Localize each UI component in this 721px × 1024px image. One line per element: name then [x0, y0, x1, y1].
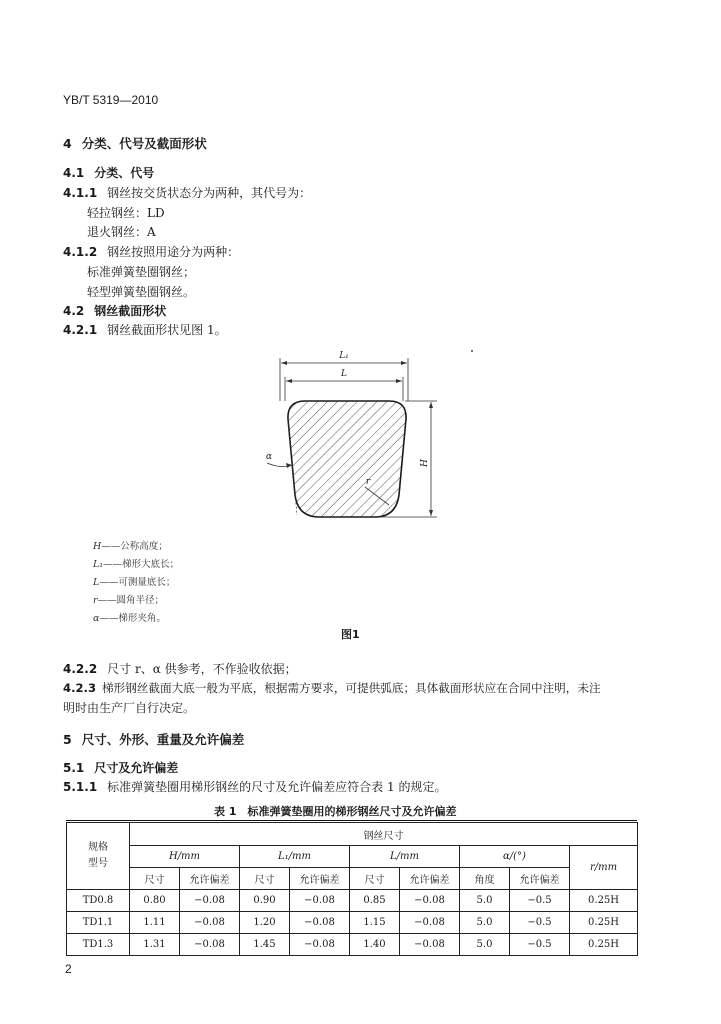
trapezoid-cross-section — [288, 401, 406, 517]
cell: 1.31 — [130, 934, 180, 956]
section-number: 5.1 — [63, 761, 85, 775]
cell: 5.0 — [460, 934, 510, 956]
legend-item — [93, 574, 175, 588]
list-item: 标准弹簧垫圈钢丝； — [87, 265, 196, 279]
legend-symbol: H — [93, 541, 102, 552]
table-row — [67, 912, 638, 934]
label-r: r — [365, 477, 371, 487]
clause-4-2-1 — [63, 321, 227, 338]
subheader-cell: 允许偏差 — [510, 868, 570, 890]
section-title: 尺寸及允许偏差 — [94, 761, 179, 775]
arrowhead — [401, 361, 407, 365]
cell: −0.08 — [290, 890, 350, 912]
scan-mark — [471, 350, 473, 352]
section-title: 分类、代号及截面形状 — [81, 136, 207, 151]
subheader-cell: 允许偏差 — [290, 868, 350, 890]
cell: 0.85 — [350, 890, 400, 912]
section-number: 4.2 — [63, 304, 85, 318]
cell: −0.08 — [400, 934, 460, 956]
table-top-rule — [66, 820, 637, 821]
legend-symbol: r — [93, 595, 98, 606]
table-row — [67, 934, 638, 956]
section-title: 钢丝截面形状 — [94, 304, 167, 318]
clause-5-1-1 — [63, 778, 446, 795]
label-alpha: α — [265, 452, 273, 462]
table-1 — [66, 822, 638, 956]
section-5-heading — [63, 730, 244, 748]
table-caption: 表 1 标准弹簧垫圈用的梯形钢丝尺寸及允许偏差 — [214, 805, 457, 818]
cell: −0.08 — [180, 934, 240, 956]
legend-desc: ——梯形大底长； — [103, 559, 180, 570]
cell: −0.5 — [510, 890, 570, 912]
figure-caption: 图1 — [341, 628, 360, 641]
legend-desc: ——公称高度； — [101, 541, 168, 552]
cell: 1.40 — [350, 934, 400, 956]
arrowhead — [286, 463, 292, 468]
subheader-cell: 尺寸 — [130, 868, 180, 890]
clause-text: 钢丝按照用途分为两种： — [107, 245, 240, 259]
section-4-heading — [63, 134, 207, 152]
clause-text: 标准弹簧垫圈用梯形钢丝的尺寸及允许偏差应符合表 1 的规定。 — [107, 780, 447, 794]
clause-4-2-2 — [63, 660, 297, 677]
header-r: r/mm — [570, 846, 638, 890]
figure-1-diagram — [255, 345, 455, 525]
header-L: L/mm — [350, 846, 460, 868]
clause-text: 梯形钢丝截面大底一般为平底，根据需方要求，可提供弧底；具体截面形状应在合同中注明，未注 — [102, 681, 601, 695]
clause-number: 4.1.1 — [63, 186, 98, 200]
header-wire-size: 钢丝尺寸 — [130, 823, 638, 846]
cell: −0.5 — [510, 912, 570, 934]
legend-desc: ——可测量底长； — [99, 577, 176, 588]
cell: TD1.1 — [67, 912, 130, 934]
arrowhead — [286, 379, 292, 383]
arrowhead — [281, 361, 287, 365]
clause-4-1-1 — [63, 184, 311, 201]
legend-symbol: α — [93, 613, 100, 624]
section-5-1-heading — [63, 759, 178, 776]
arrowhead — [396, 379, 402, 383]
clause-number: 5.1.1 — [63, 780, 98, 794]
subheader-cell: 允许偏差 — [180, 868, 240, 890]
header-H: H/mm — [130, 846, 240, 868]
label-L: L — [341, 369, 347, 379]
list-item: 轻型弹簧垫圈钢丝。 — [87, 285, 196, 299]
clause-4-1-2 — [63, 243, 239, 260]
clause-number: 4.2.2 — [63, 662, 98, 676]
clause-number: 4.1.2 — [63, 245, 98, 259]
standard-number: YB/T 5319—2010 — [63, 93, 159, 107]
section-4-1-heading — [63, 164, 154, 181]
clause-4-2-3-continuation: 明时由生产厂自行决定。 — [63, 701, 196, 715]
legend-item — [93, 610, 166, 624]
legend-desc: ——梯形夹角。 — [99, 613, 166, 624]
legend-symbol: L — [93, 577, 100, 588]
subheader-cell: 允许偏差 — [400, 868, 460, 890]
subheader-cell: 尺寸 — [350, 868, 400, 890]
section-title: 分类、代号 — [94, 166, 155, 180]
arrowhead — [429, 510, 433, 516]
cell: 0.25H — [570, 912, 638, 934]
cell: −0.08 — [400, 890, 460, 912]
legend-item — [93, 538, 168, 552]
clause-text: 钢丝截面形状见图 1。 — [107, 323, 227, 337]
section-title: 尺寸、外形、重量及允许偏差 — [81, 732, 245, 747]
cell: 5.0 — [460, 890, 510, 912]
label-L1: L₁ — [339, 351, 349, 361]
subheader-cell: 尺寸 — [240, 868, 290, 890]
clause-number: 4.2.1 — [63, 323, 98, 337]
cell: 1.20 — [240, 912, 290, 934]
section-number: 4.1 — [63, 166, 85, 180]
list-item: 退火钢丝：A — [87, 225, 156, 239]
cell: 1.11 — [130, 912, 180, 934]
subheader-cell: 角度 — [460, 868, 510, 890]
arrowhead — [429, 402, 433, 408]
legend-symbol: L₁ — [93, 559, 104, 570]
legend-item — [93, 592, 164, 606]
clause-text: 钢丝按交货状态分为两种，其代号为： — [107, 186, 312, 200]
section-4-2-heading — [63, 302, 166, 319]
cell: TD0.8 — [67, 890, 130, 912]
cell: 1.45 — [240, 934, 290, 956]
cell: 0.25H — [570, 890, 638, 912]
clause-4-2-3 — [63, 680, 601, 696]
section-number: 5 — [63, 732, 72, 747]
cell: −0.08 — [180, 890, 240, 912]
cell: 5.0 — [460, 912, 510, 934]
label-H: H — [420, 459, 430, 467]
legend-desc: ——圆角半径； — [97, 595, 165, 606]
section-number: 4 — [63, 136, 72, 151]
cell: −0.08 — [290, 912, 350, 934]
cell: 1.15 — [350, 912, 400, 934]
cell: −0.08 — [290, 934, 350, 956]
header-L1: L₁/mm — [240, 846, 350, 868]
cell: 0.25H — [570, 934, 638, 956]
header-alpha: α/(°) — [460, 846, 570, 868]
table-row — [67, 890, 638, 912]
cell: −0.08 — [180, 912, 240, 934]
legend-item — [93, 556, 179, 570]
clause-number: 4.2.3 — [63, 681, 97, 695]
page-number: 2 — [65, 962, 72, 976]
cell: 0.80 — [130, 890, 180, 912]
list-item: 轻拉钢丝：LD — [87, 206, 165, 220]
cell: 0.90 — [240, 890, 290, 912]
cell: −0.08 — [400, 912, 460, 934]
clause-text: 尺寸 r、α 供参考，不作验收依据； — [107, 662, 297, 676]
cell: −0.5 — [510, 934, 570, 956]
header-spec: 规格 型号 — [67, 823, 130, 890]
cell: TD1.3 — [67, 934, 130, 956]
